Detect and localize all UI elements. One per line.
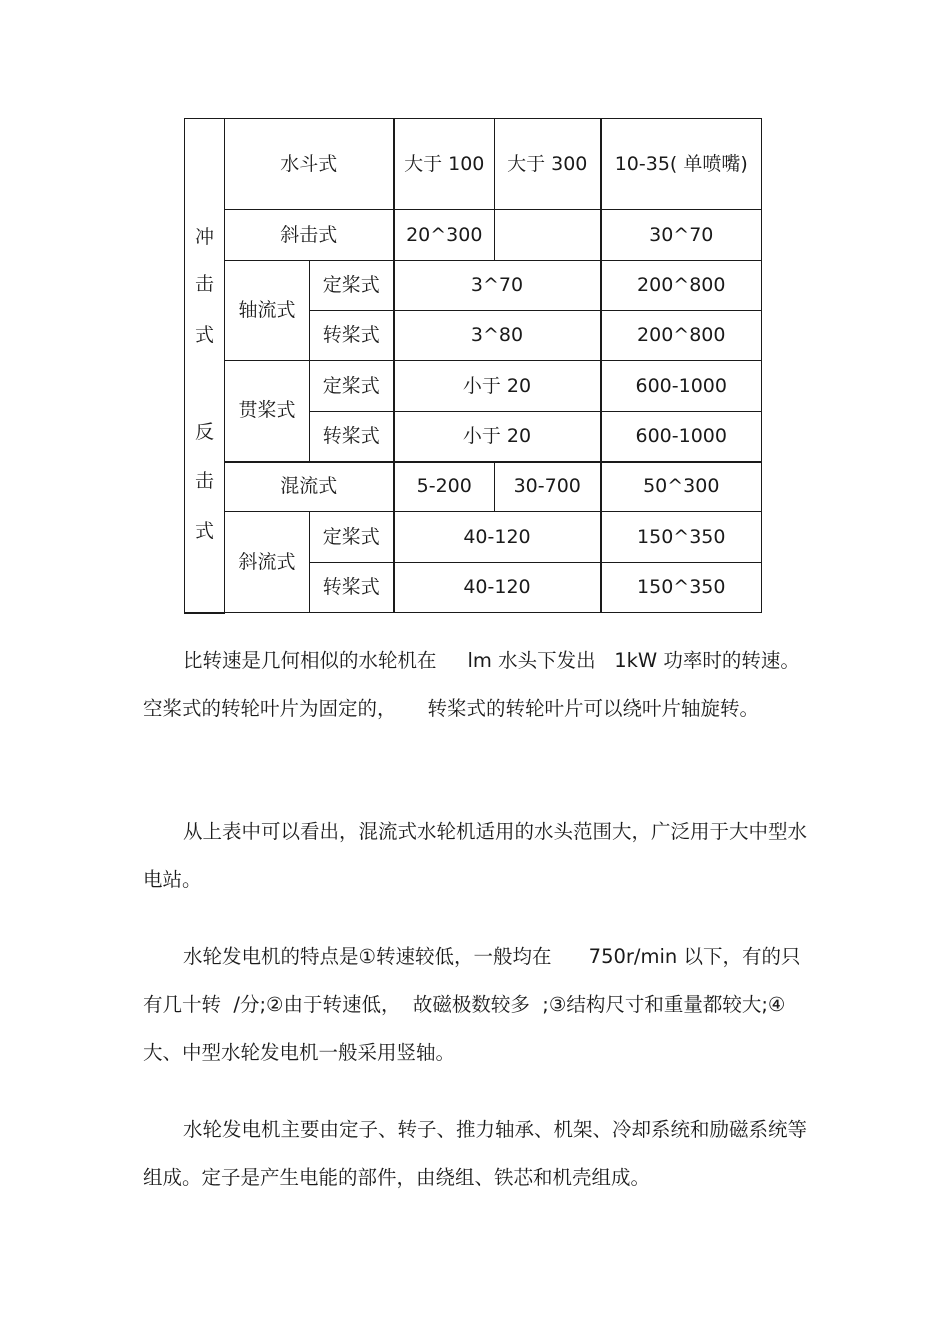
paragraph: 水轮发电机的特点是①转速较低，一般均在 750r/min 以下，有的只有几十转 /分;②由于转速低， 故磁极数较多 ;③结构尺寸和重量都较大;④大、中型水轮发电机一般采用竖轴。 [143, 945, 801, 1064]
paragraph: 比转速是几何相似的水轮机在 lm 水头下发出 1kW 功率时的转速。空桨式的转轮叶片为固定的， 转桨式的转轮叶片可以绕叶片轴旋转。 [143, 649, 800, 720]
paragraph: 从上表中可以看出，混流式水轮机适用的水头范围大，广泛用于大中型水电站。 [143, 820, 808, 891]
value-cell: 150^350 [601, 512, 762, 563]
sub-type-name: 定桨式 [310, 261, 394, 311]
table-row [185, 512, 762, 563]
value-cell: 10-35( 单喷嘴) [601, 119, 762, 210]
category-char: 冲 [194, 226, 214, 248]
value-cell: 30-700 [495, 462, 601, 512]
table-row [185, 361, 762, 412]
value-cell: 40-120 [394, 512, 601, 563]
table-row [185, 210, 762, 261]
value-cell: 200^800 [601, 311, 762, 361]
value-cell: 20^300 [394, 210, 495, 261]
value-cell: 40-120 [394, 563, 601, 613]
value-cell: 3^70 [394, 261, 601, 311]
type-name: 水斗式 [225, 119, 394, 210]
sub-type-name: 转桨式 [310, 412, 394, 462]
category-char: 击 [194, 470, 214, 492]
value-cell: 小于 20 [394, 412, 601, 462]
type-name: 斜击式 [225, 210, 394, 261]
group-name: 斜流式 [225, 512, 310, 613]
sub-type-name: 转桨式 [310, 311, 394, 361]
table-row [185, 119, 762, 210]
category-char: 反 [194, 421, 214, 443]
category-char: 击 [194, 273, 214, 295]
value-cell: 3^80 [394, 311, 601, 361]
sub-type-name: 定桨式 [310, 512, 394, 563]
value-cell: 大于 300 [495, 119, 601, 210]
group-name: 轴流式 [225, 261, 310, 361]
value-cell: 600-1000 [601, 361, 762, 412]
table-row [185, 261, 762, 311]
value-cell: 200^800 [601, 261, 762, 311]
value-cell: 大于 100 [394, 119, 495, 210]
value-cell: 5-200 [394, 462, 495, 512]
sub-type-name: 转桨式 [310, 563, 394, 613]
value-cell: 150^350 [601, 563, 762, 613]
value-cell: 30^70 [601, 210, 762, 261]
category-column [185, 119, 225, 613]
value-cell: 50^300 [601, 462, 762, 512]
category-char: 式 [194, 520, 214, 542]
category-char: 式 [194, 324, 214, 346]
turbine-table [184, 118, 762, 614]
sub-type-name: 定桨式 [310, 361, 394, 412]
group-name: 贯桨式 [225, 361, 310, 462]
value-cell: 小于 20 [394, 361, 601, 412]
table-row [185, 462, 762, 512]
paragraph: 水轮发电机主要由定子、转子、推力轴承、机架、冷却系统和励磁系统等组成。定子是产生电能的部件，由绕组、铁芯和机壳组成。 [143, 1118, 808, 1189]
value-cell [495, 210, 601, 261]
type-name: 混流式 [225, 462, 394, 512]
value-cell: 600-1000 [601, 412, 762, 462]
